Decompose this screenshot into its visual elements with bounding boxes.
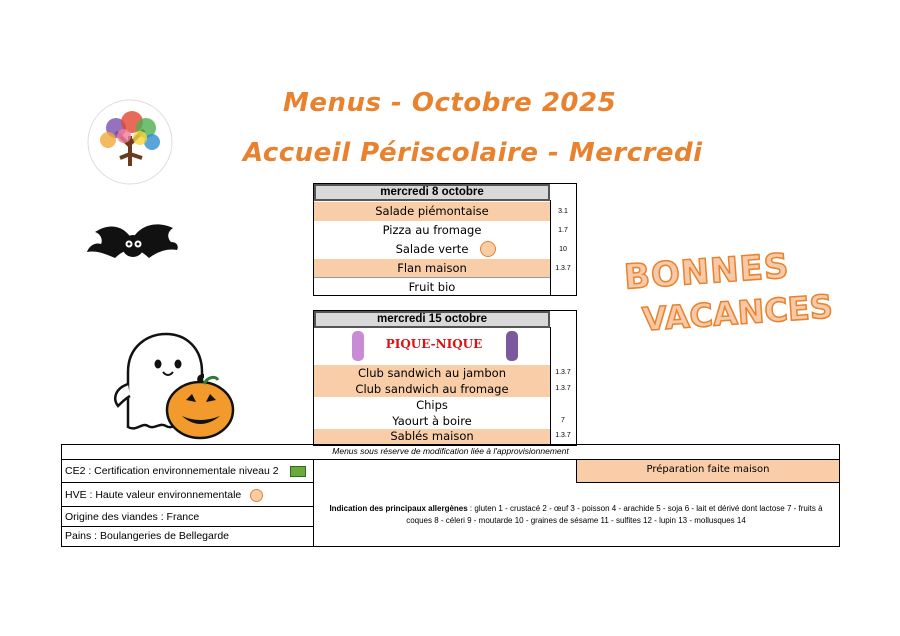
allergen-code: 7 (561, 417, 565, 424)
page-title: Menus - Octobre 2025 (283, 88, 617, 118)
allergen-code: 1.3.7 (555, 369, 571, 376)
bat-icon (85, 218, 180, 268)
origine-label: Origine des viandes : France (65, 511, 200, 523)
menu-table-2 (313, 310, 577, 446)
menu-item: Pizza au fromage (382, 223, 482, 237)
picnic-figure-icon (352, 331, 364, 361)
menu-item: Salade piémontaise (314, 202, 550, 221)
menu-item: Club sandwich au jambon (314, 365, 550, 381)
ghost-pumpkin-icon (108, 332, 238, 444)
bonnes-vacances-graphic (620, 246, 834, 348)
allergen-legend-text: : gluten 1 - crustacé 2 - œuf 3 - poisson 4 - arachide 5 - soja 6 - lait et dérivé dont lactose 7 - fruits à coques 8 - céleri 9 - moutarde 10 - graines de sésame 11 - sulfites 12 - lupin 13 - mollusques 14 (406, 504, 823, 525)
allergen-code: 3.1 (558, 208, 568, 215)
menu-date: mercredi 15 octobre (314, 311, 550, 328)
allergen-code: 1.3.7 (555, 265, 571, 272)
picnic-figure-icon (506, 331, 518, 361)
menu-item: Chips (416, 398, 448, 412)
allergen-code: 1.3.7 (555, 385, 571, 392)
menu-item: Flan maison (314, 259, 550, 278)
hve-label: HVE : Haute valeur environnementale (65, 489, 242, 501)
homemade-label: Préparation faite maison (646, 464, 770, 475)
page-subtitle: Accueil Périscolaire - Mercredi (243, 138, 703, 168)
logo (80, 96, 180, 188)
hve-icon (250, 489, 263, 502)
ce2-icon (290, 466, 306, 477)
allergen-code: 1.3.7 (555, 432, 571, 439)
menu-date: mercredi 8 octobre (314, 184, 550, 201)
allergen-legend-label: Indication des principaux allergènes (329, 504, 468, 513)
menu-item: Sablés maison (314, 429, 550, 444)
menu-table-1 (313, 183, 577, 296)
ce2-label: CE2 : Certification environnementale niveau 2 (65, 465, 279, 477)
hve-icon (480, 241, 496, 257)
disclaimer: Menus sous réserve de modification liée à l'approvisionnement (332, 446, 569, 456)
menu-item: Club sandwich au fromage (314, 381, 550, 397)
allergen-legend (320, 503, 832, 527)
info-table (61, 444, 840, 547)
picnic-banner: PIQUE-NIQUE (385, 337, 483, 351)
vacances-line2: VACANCES (640, 287, 834, 339)
allergen-code: 10 (559, 246, 567, 253)
pains-label: Pains : Boulangeries de Bellegarde (65, 530, 230, 542)
menu-item: Yaourt à boire (392, 414, 472, 428)
vacances-line1: BONNES (622, 246, 791, 298)
menu-item: Fruit bio (408, 280, 456, 294)
menu-item: Salade verte (395, 242, 469, 256)
allergen-code: 1.7 (558, 227, 568, 234)
